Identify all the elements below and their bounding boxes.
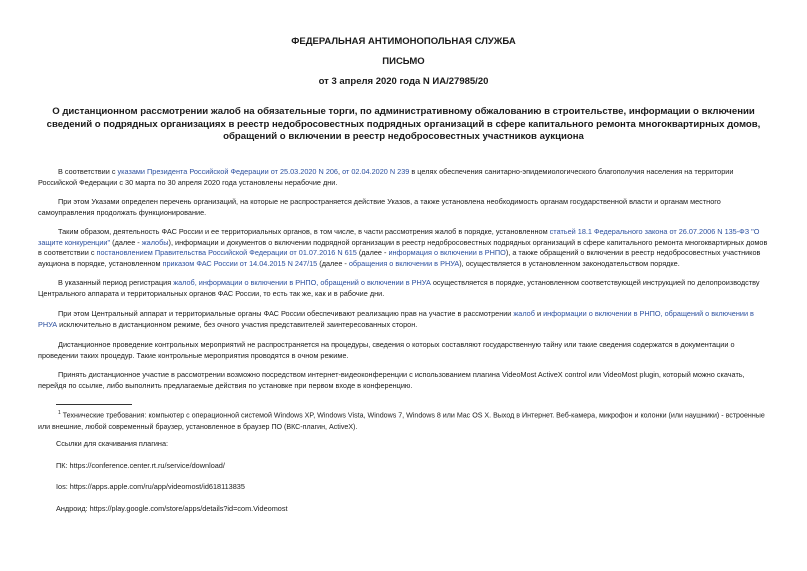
agency-heading: ФЕДЕРАЛЬНАЯ АНТИМОНОПОЛЬНАЯ СЛУЖБА [291,36,516,47]
p3-text-e: ), а также обращений о включении в реестр недобросовестных участников аукциона в порядке, установленном [38,248,761,268]
p3-text-f: (далее - [317,258,349,268]
p3-text-d: (далее - [356,248,389,258]
link-complaints-rnpo-rnua[interactable]: жалоб, информации о включении в РНПО, обращений о включении в РНУА [173,278,431,287]
p1-text-c: в целях обеспечения санитарно-эпидемиологического благополучия населения на территории Российской Федерации с 30 марта по 30 апреля 2020 года установлены нерабочие дни. [38,167,734,187]
link-government-resolution-615[interactable]: постановлением Правительства Российской Федерации от 01.07.2016 N 615 [96,248,357,258]
link-fas-order-247-15[interactable]: приказом ФАС России от 14.04.2015 N 247/15 [162,258,318,268]
link-presidential-decree-206[interactable]: указами Президента Российской Федерации от 25.03.2020 N 206 [117,167,338,176]
p5-text-c: исключительно в дистанционном режиме, без очного участия представителей заинтересованных сторон. [57,319,418,329]
p1-text-b: , [338,167,343,176]
paragraph-6: Дистанционное проведение контрольных мероприятий не распространяется на процедуры, сведения о которых составляют государственную тайну или такие сведения содержатся в документации о проведении таких процедур. Такие контрольные мероприятия проводятся в очном режиме. [38,340,735,360]
link-android-download[interactable]: Андроид: https://play.google.com/store/apps/details?id=com.Videomost [56,504,288,513]
paragraph-4 [38,278,772,300]
paragraph-3 [38,227,772,269]
link-ios-download[interactable]: Ios: https://apps.apple.com/ru/app/videomost/id618113835 [56,482,245,491]
link-rnua-appeals[interactable]: обращения о включении в РНУА [348,258,460,268]
paragraph-2: При этом Указами определен перечень организаций, на которые не распространяется действие Указов, а также установлена необходимость органам государственной власти и органам местного самоуправления продолжать функционирование. [38,197,721,217]
link-complaints[interactable]: жалобы [141,237,169,247]
p3-text-g: ), осуществляется в установленном законодательством порядке. [459,258,680,268]
footnote-text: Технические требования: компьютер с операционной системой Windows XP, Windows Vista, Windows 7, Windows 8 или Mac OS X. Выход в Интернет. Веб-камера, микрофон и колонки (или наушники) - встроенные или внешние, любой современный браузер, установленное в браузер ПО (ВКС-плагин, ActiveX). [38,411,765,432]
link-article-18-1-competition-law[interactable]: статьей 18.1 Федерального закона от 26.07.2006 N 135-ФЗ "О защите конкуренции" [38,227,760,247]
footnote-mark: 1 [58,410,61,416]
link-rnpo-info[interactable]: информация о включении в РНПО [388,248,506,258]
document-date-number: от 3 апреля 2020 года N ИА/27985/20 [318,76,489,87]
p4-text-a: В указанный период регистрация [58,278,174,287]
p1-text-a: В соответствии с [58,167,118,176]
paragraph-5 [38,309,772,331]
document-title: О дистанционном рассмотрении жалоб на обязательные торги, по административному обжалованию в строительстве, информации о включении сведений о подрядных организациях в реестр недобросовестных подрядных организаций в сфере капитального ремонта многоквартирных домов, обращений о включении в реестр недобросовестных участников аукциона [46,106,761,142]
p5-text-a: При этом Центральный аппарат и территориальные органы ФАС России обеспечивают реализацию прав на участие в рассмотрении [58,309,514,318]
link-pc-download[interactable]: ПК: https://conference.center.rt.ru/service/download/ [56,461,225,470]
p4-text-b: осуществляется в порядке, установленном соответствующей инструкцией по делопроизводству Центрального аппарата и территориальных органов ФАС России, то есть так же, как и в рабочие дни. [38,278,760,298]
p3-text-c: ), информации и документов о включении подрядной организации в реестр недобросовестных подрядных организаций в сфере капитального ремонта многоквартирных домов в соответствии с [38,237,768,258]
p3-text-a: Таким образом, деятельность ФАС России и ее территориальных органов, в том числе, в части рассмотрения жалоб в порядке, установленном [58,227,550,236]
footnote-separator [56,404,132,405]
link-rnpo-rnua-2[interactable]: информации о включении в РНПО, обращений о включении в РНУА [38,309,754,329]
document-type: ПИСЬМО [382,56,425,67]
p3-text-b: (далее - [110,237,142,247]
link-complaints-2[interactable]: жалоб [513,309,535,318]
link-presidential-decree-239[interactable]: от 02.04.2020 N 239 [342,167,410,176]
p5-text-b: и [534,309,544,318]
paragraph-1 [38,167,772,189]
links-heading: Ссылки для скачивания плагина: [56,439,169,448]
paragraph-7: Принять дистанционное участие в рассмотрении возможно посредством интернет-видеоконференции с использованием плагина VideoMost ActiveX control или VideoMost plugin, который можно скачать, перейдя по ссылке, либо выполнить предлагаемые действия по установке при первом входе в конференцию. [38,370,745,390]
footnote [38,407,772,433]
